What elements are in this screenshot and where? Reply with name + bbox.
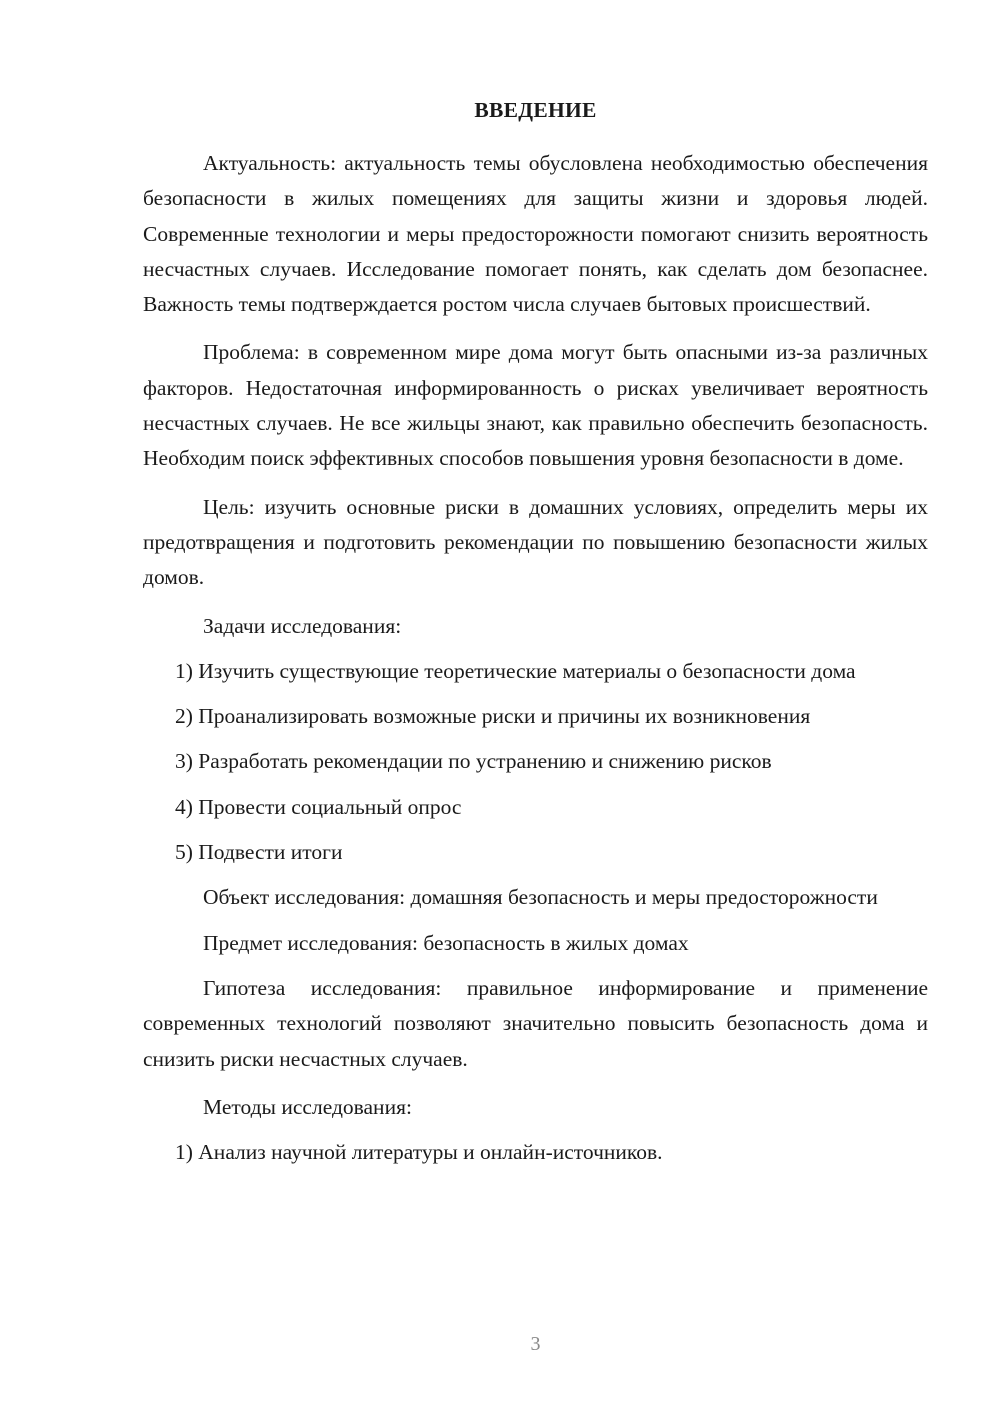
task-item: 5) Подвести итоги xyxy=(175,840,343,865)
paragraph-relevance: Актуальность: актуальность темы обусловлена необходимостью обеспечения безопасности в жилых помещениях для защиты жизни и здоровья людей. Современные технологии и меры предосторожности помогают снизить вероятность несчастных случаев. Исследование помогает понять, как сделать дом безопаснее. Важность темы подтверждается ростом числа случаев бытовых происшествий. xyxy=(143,151,928,317)
document-body xyxy=(143,96,928,1180)
paragraph-subject: Предмет исследования: безопасность в жилых домах xyxy=(203,930,689,955)
page-title: ВВЕДЕНИЕ xyxy=(474,98,597,122)
paragraph-object: Объект исследования: домашняя безопасность и меры предосторожности xyxy=(203,885,878,910)
task-item: 3) Разработать рекомендации по устранению и снижению рисков xyxy=(175,749,772,774)
task-item: 1) Изучить существующие теоретические материалы о безопасности дома xyxy=(175,658,856,683)
tasks-title: Задачи исследования: xyxy=(203,613,402,638)
paragraph-hypothesis: Гипотеза исследования: правильное информирование и применение современных технологий позволяют значительно повысить безопасность дома и снизить риски несчастных случаев. xyxy=(143,975,928,1071)
paragraph-goal: Цель: изучить основные риски в домашних условиях, определить меры их предотвращения и подготовить рекомендации по повышению безопасности жилых домов. xyxy=(143,494,928,590)
page-number: 3 xyxy=(530,1333,541,1355)
methods-title: Методы исследования: xyxy=(203,1094,412,1119)
paragraph-problem: Проблема: в современном мире дома могут быть опасными из-за различных факторов. Недостаточная информированность о рисках увеличивает вероятность несчастных случаев. Не все жильцы знают, как правильно обеспечить безопасность. Необходим поиск эффективных способов повышения уровня безопасности в доме. xyxy=(143,340,928,471)
task-item: 4) Провести социальный опрос xyxy=(175,794,462,819)
task-item: 2) Проанализировать возможные риски и причины их возникновения xyxy=(175,704,811,729)
method-item: 1) Анализ научной литературы и онлайн-источников. xyxy=(175,1140,663,1165)
